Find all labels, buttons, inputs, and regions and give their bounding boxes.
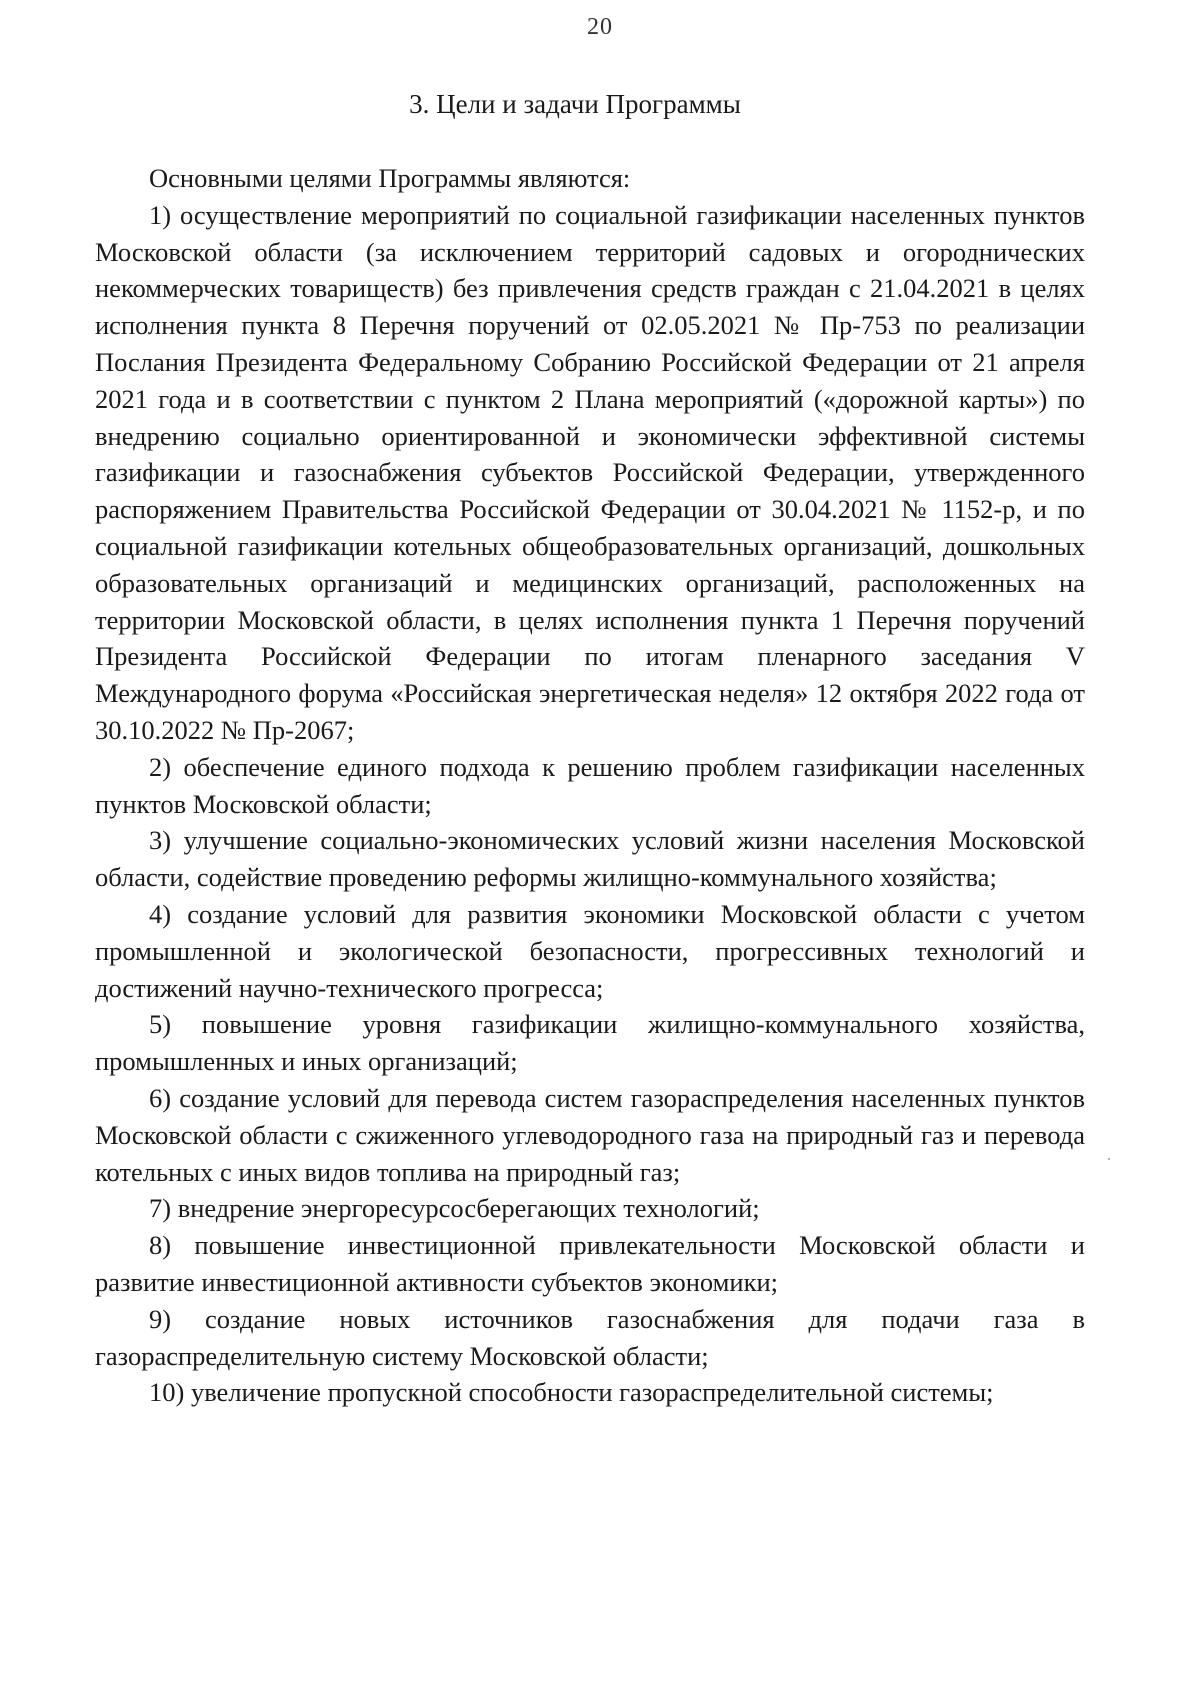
scan-artifact-dot bbox=[1108, 1158, 1110, 1160]
goal-item-1: 1) осуществление мероприятий по социальной газификации населенных пунктов Московской области (за исключением территорий садовых и огороднических некоммерческих товариществ) без привлечения средств граждан с 21.04.2021 в целях исполнения пункта 8 Перечня поручений от 02.05.2021 № Пр-753 по реализации Послания Президента Федеральному Собранию Российской Федерации от 21 апреля 2021 года и в соответствии с пунктом 2 Плана мероприятий («дорожной карты») по внедрению социально ориентированной и экономически эффективной системы газификации и газоснабжения субъектов Российской Федерации, утвержденного распоряжением Правительства Российской Федерации от 30.04.2021 № 1152-р, и по социальной газификации котельных общеобразовательных организаций, дошкольных образовательных организаций и медицинских организаций, расположенных на территории Московской области, в целях исполнения пункта 1 Перечня поручений Президента Российской Федерации по итогам пленарного заседания V Международного форума «Российская энергетическая неделя» 12 октября 2022 года от 30.10.2022 № Пр-2067; bbox=[95, 199, 1085, 745]
goal-item-9: 9) создание новых источников газоснабжения для подачи газа в газораспределительную систему Московской области; bbox=[95, 1303, 1085, 1371]
goal-item-6: 6) создание условий для перевода систем газораспределения населенных пунктов Московской области с сжиженного углеводородного газа на природный газ и перевода котельных с иных видов топлива на природный газ; bbox=[95, 1082, 1085, 1187]
goal-item-7: 7) внедрение энергоресурсосберегающих технологий; bbox=[149, 1193, 760, 1224]
goal-item-8: 8) повышение инвестиционной привлекательности Московской области и развитие инвестиционной активности субъектов экономики; bbox=[95, 1230, 1085, 1297]
document-body bbox=[95, 160, 1085, 1411]
page-number: 20 bbox=[587, 14, 613, 40]
goal-item-4: 4) создание условий для развития экономики Московской области с учетом промышленной и экологической безопасности, прогрессивных технологий и достижений научно-технического прогресса; bbox=[95, 898, 1085, 1003]
goal-item-2: 2) обеспечение единого подхода к решению проблем газификации населенных пунктов Московской области; bbox=[95, 751, 1085, 819]
section-title: 3. Цели и задачи Программы bbox=[409, 89, 741, 119]
intro-paragraph: Основными целями Программы являются: bbox=[149, 163, 631, 193]
goal-item-10: 10) увеличение пропускной способности газораспределительной системы; bbox=[149, 1377, 994, 1408]
goal-item-5: 5) повышение уровня газификации жилищно-коммунального хозяйства, промышленных и иных организаций; bbox=[95, 1009, 1085, 1077]
goal-item-3: 3) улучшение социально-экономических условий жизни населения Московской области, содействие проведению реформы жилищно-коммунального хозяйства; bbox=[95, 825, 1085, 893]
